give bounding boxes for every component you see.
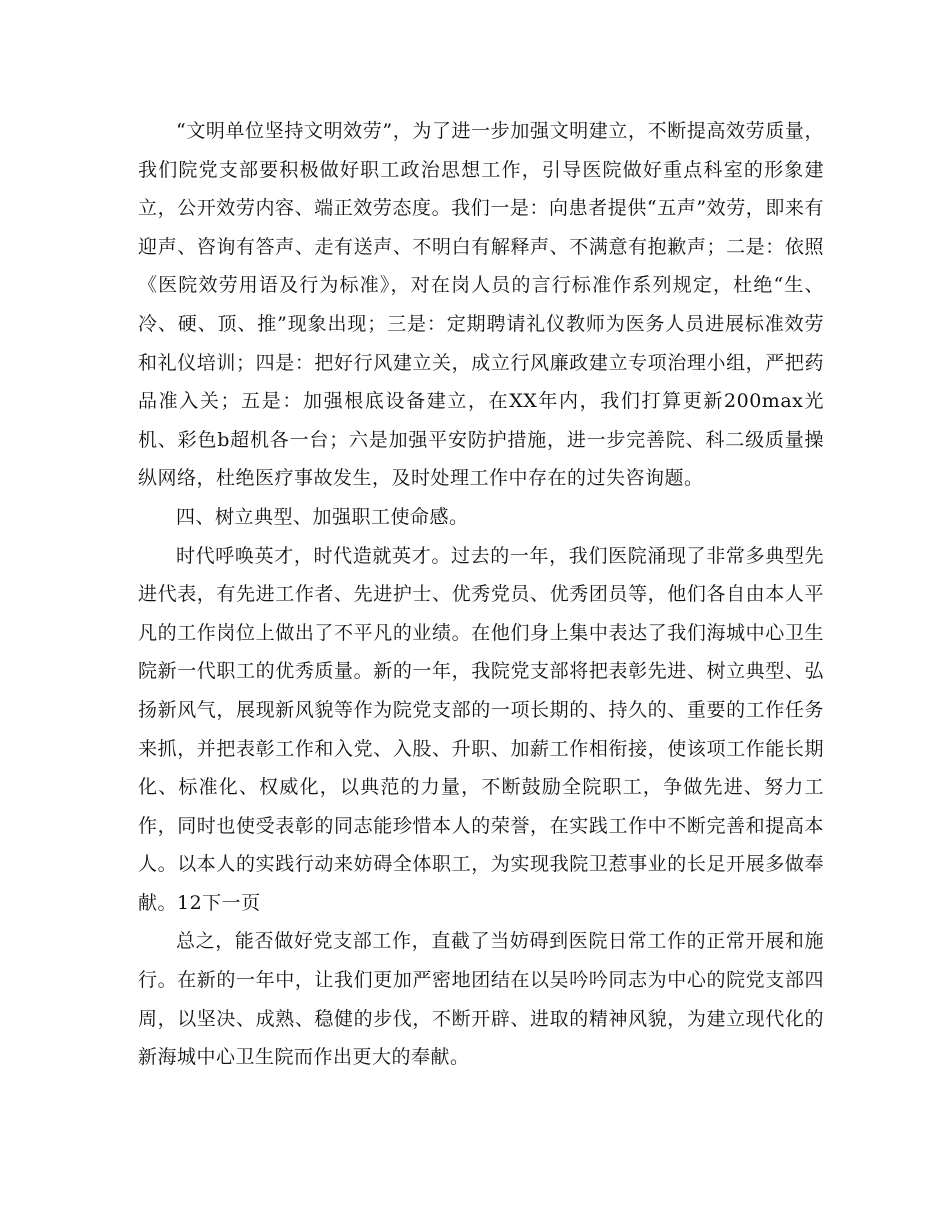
section-heading-model-figures: 四、树立典型、加强职工使命感。 [176,505,469,528]
paragraph-civilized-service: “文明单位坚持文明效劳”，为了进一步加强文明建立，不断提高效劳质量，我们院党支部要积极做好职工政治思想工作，引导医院做好重点科室的形象建立，公开效劳内容、端正效劳态度。我们一是：向患者提供“五声”效劳，即来有迎声、咨询有答声、走有送声、不明白有解释声、不满意有抱歉声；二是：依照《医院效劳用语及行为标准》，对在岗人员的言行标准作系列规定，杜绝“生、冷、硬、顶、推”现象出现；三是：定期聘请礼仪教师为医务人员进展标准效劳和礼仪培训；四是：把好行风建立关，成立行风廉政建立专项治理小组，严把药品准入关；五是：加强根底设备建立，在XX年内，我们打算更新200max光机、彩色b超机各一台；六是加强平安防护措施，进一步完善院、科二级质量操纵网络，杜绝医疗事故发生，及时处理工作中存在的过失咨询题。 [138,120,824,490]
document-body [138,112,824,1077]
paragraph-conclusion: 总之，能否做好党支部工作，直截了当妨碍到医院日常工作的正常开展和施行。在新的一年中，让我们更加严密地团结在以吴吟吟同志为中心的院党支部四周，以坚决、成熟、稳健的步伐，不断开辟、进取的精神风貌，为建立现代化的新海城中心卫生院而作出更大的奉献。 [138,930,824,1069]
paragraph-model-figures: 时代呼唤英才，时代造就英才。过去的一年，我们医院涌现了非常多典型先进代表，有先进工作者、先进护士、优秀党员、优秀团员等，他们各自由本人平凡的工作岗位上做出了不平凡的业绩。在他们身上集中表达了我们海城中心卫生院新一代职工的优秀质量。新的一年，我院党支部将把表彰先进、树立典型、弘扬新风气，展现新风貌等作为院党支部的一项长期的、持久的、重要的工作任务来抓，并把表彰工作和入党、入股、升职、加薪工作相衔接，使该项工作能长期化、标准化、权威化，以典范的力量，不断鼓励全院职工，争做先进、努力工作，同时也使受表彰的同志能珍惜本人的荣誉，在实践工作中不断完善和提高本人。以本人的实践行动来妨碍全体职工，为实现我院卫惹事业的长足开展多做奉献。12下一页 [138,544,824,914]
